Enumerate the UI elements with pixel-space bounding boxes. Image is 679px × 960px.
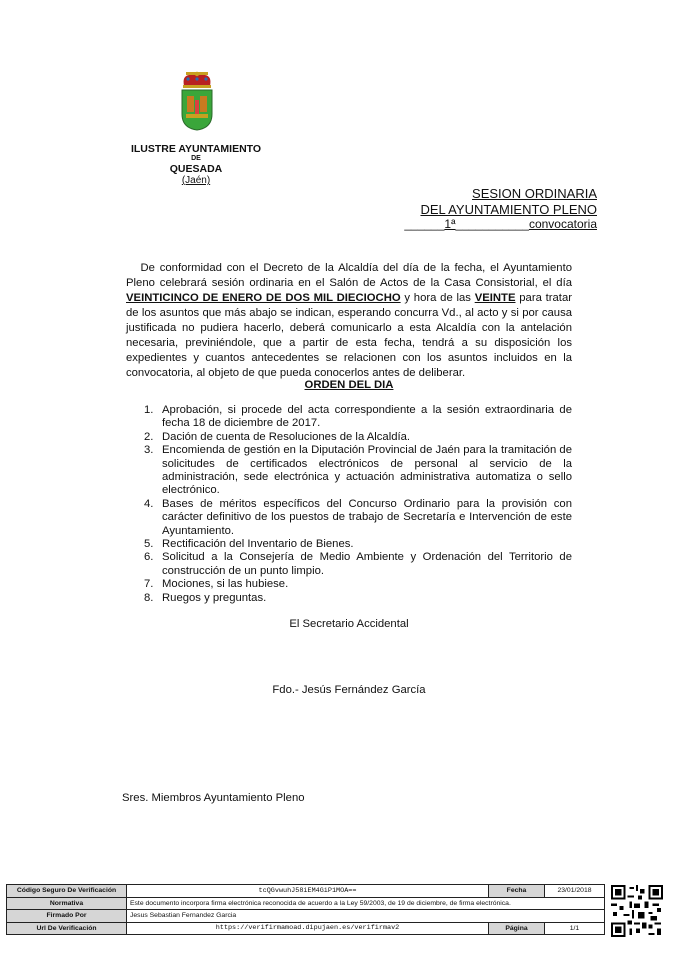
verification-table <box>6 884 605 935</box>
agenda-item <box>126 431 572 444</box>
session-convocatoria <box>404 217 597 233</box>
institution-name-line2: DE <box>191 155 201 163</box>
agenda-item <box>126 578 572 591</box>
agenda-item-text: Ruegos y preguntas. <box>162 591 267 604</box>
csv-label: Código Seguro De Verificación <box>7 885 127 898</box>
agenda-item-text: Rectificación del Inventario de Bienes. <box>162 538 354 551</box>
institution-header <box>110 143 282 187</box>
intro-hour: VEINTE <box>474 292 516 304</box>
session-heading <box>404 186 597 233</box>
firmado-value: Jesus Sebastian Fernandez Garcia <box>127 910 605 923</box>
agenda-item-number: 4. <box>144 497 154 510</box>
agenda-item <box>126 404 572 431</box>
session-number: 1ª <box>444 217 456 231</box>
agenda-item <box>126 538 572 551</box>
csv-value: tcQGvwuhJ58iEM4GiP1MOA== <box>127 885 489 898</box>
intro-paragraph <box>126 261 572 381</box>
institution-town: QUESADA <box>169 163 223 176</box>
agenda-item-number: 1. <box>144 404 154 416</box>
secretary-role: El Secretario Accidental <box>289 618 409 630</box>
table-row <box>7 922 605 935</box>
intro-part1: De conformidad con el Decreto de la Alcaldía del día de la fecha, el Ayuntamiento Pleno celebrará sesión ordinaria en el Salón de Actos de la Casa Consistorial, el día <box>126 262 572 289</box>
institution-name-line1: ILUSTRE AYUNTAMIENTO <box>130 143 262 155</box>
table-row <box>7 910 605 923</box>
coat-of-arms-icon <box>176 70 218 132</box>
institution-province: (Jaén) <box>181 175 211 187</box>
agenda-item-number: 6. <box>144 551 154 564</box>
fecha-value: 23/01/2018 <box>545 885 605 898</box>
session-type: SESION ORDINARIA <box>472 186 597 201</box>
firmado-label: Firmado Por <box>7 910 127 923</box>
intro-part2: y hora de las <box>400 292 475 304</box>
intro-part3: para tratar de los asuntos que más abajo se indican, esperando concurra Vd., al acto y si por causa justificada no pudiera hacerlo, deberá comunicarlo a esta Alcaldía con la antelación necesaria, previniéndole, que a partir de esta fecha, tendrá a su disposición los expedientes y cuantos antecedentes se relacionen con los asuntos incluidos en la convocatoria, al objeto de que pueda conocerlos antes de deliberar. <box>126 292 572 379</box>
agenda-item <box>126 444 572 498</box>
agenda-item-number: 7. <box>144 578 154 591</box>
agenda-item <box>126 592 572 605</box>
agenda-item-text: Dación de cuenta de Resoluciones de la Alcaldía. <box>162 430 411 443</box>
pagina-value: 1/1 <box>545 922 605 935</box>
session-number-prefix: ______ <box>404 217 445 231</box>
session-body: DEL AYUNTAMIENTO PLENO <box>420 201 597 217</box>
agenda-item-text: Solicitud a la Consejería de Medio Ambiente y Ordenación del Territorio de construcción de un punto limpio. <box>162 551 572 577</box>
recipient-line: Sres. Miembros Ayuntamiento Pleno <box>122 792 305 804</box>
agenda-item-text: Mociones, si las hubiese. <box>162 578 289 591</box>
agenda-item-text: Bases de méritos específicos del Concurso Ordinario para la provisión con carácter definitivo de los puestos de trabajo de Secretaría e Intervención de este Ayuntamiento. <box>162 497 572 537</box>
agenda-item <box>126 551 572 578</box>
normativa-value: Este documento incorpora firma electrónica reconocida de acuerdo a la Ley 59/2003, de 19 de diciembre, de firma electrónica. <box>127 897 605 910</box>
table-row <box>7 885 605 898</box>
agenda-item-text: Aprobación, si procede del acta correspondiente a la sesión extraordinaria de fecha 18 de diciembre de 2017. <box>162 404 572 430</box>
session-convocatoria-word: convocatoria <box>528 217 597 231</box>
agenda-list <box>126 404 572 605</box>
agenda-item-text: Encomienda de gestión en la Diputación Provincial de Jaén para la tramitación de solicitudes de certificados electrónicos de personal al servicio de la administración, sede electrónica y actuación administrativa automatiza o sello electrónico. <box>162 444 572 497</box>
signatory-name: Fdo.- Jesús Fernández García <box>272 684 426 696</box>
qr-code-icon <box>611 885 663 937</box>
url-label: Url De Verificación <box>7 922 127 935</box>
agenda-item-number: 3. <box>144 444 154 457</box>
normativa-label: Normativa <box>7 897 127 910</box>
agenda-title: ORDEN DEL DIA <box>304 379 394 391</box>
session-number-suffix: ___________ <box>455 217 529 231</box>
agenda-item-number: 5. <box>144 538 154 551</box>
url-value[interactable]: https://verifirmamoad.dipujaen.es/verifirmav2 <box>127 922 489 935</box>
pagina-label: Página <box>489 922 545 935</box>
fecha-label: Fecha <box>489 885 545 898</box>
table-row <box>7 897 605 910</box>
agenda-item-number: 8. <box>144 591 154 604</box>
agenda-item-number: 2. <box>144 430 154 443</box>
agenda-item <box>126 498 572 538</box>
intro-date: VEINTICINCO DE ENERO DE DOS MIL DIECIOCHO <box>126 292 401 304</box>
